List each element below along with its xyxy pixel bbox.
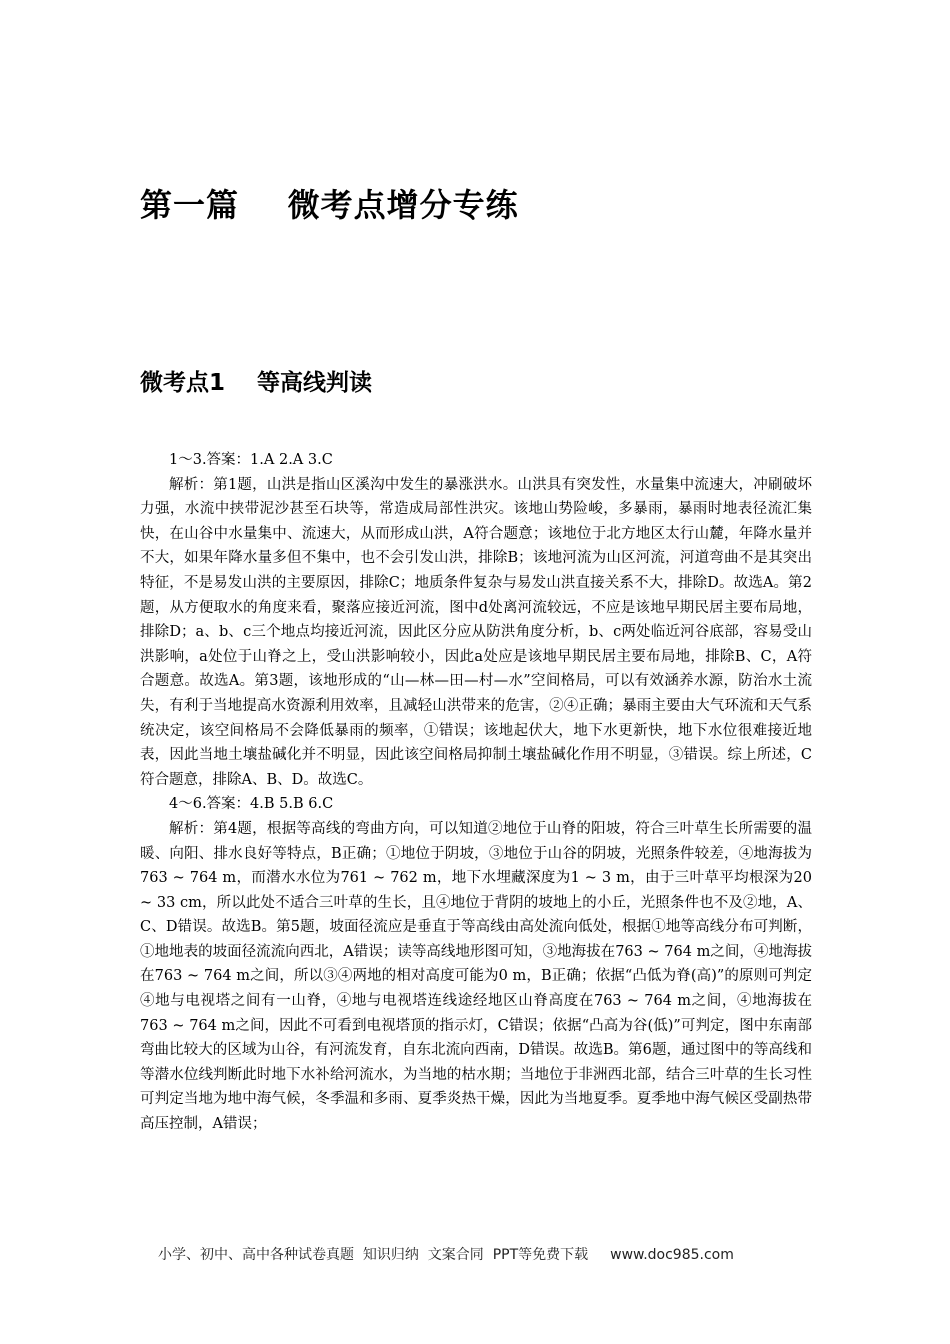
- answer-body: [140, 448, 812, 1137]
- section-title: 微考点1 等高线判读: [140, 370, 373, 396]
- footer-text: 小学、初中、高中各种试卷真题 知识归纳 文案合同 PPT等免费下载: [158, 1247, 589, 1263]
- analysis-paragraph: 解析：第4题，根据等高线的弯曲方向，可以知道②地位于山脊的阳坡，符合三叶草生长所需要的温暖、向阳、排水良好等特点，B正确；①地位于阴坡，③地位于山谷的阴坡，光照条件较差，④地海拔为763 ~ 764 m，而潜水水位为761 ~ 762 m，地下水埋藏深度为1 ~ 3 m，由于三叶草平均根深为20 ~ 33 cm，所以此处不适合三叶草的生长，且④地位于背阴的坡地上的小丘，光照条件也不及②地，A、C、D错误。故选B。第5题，坡面径流应是垂直于等高线由高处流向低处，根据①地等高线分布可判断，①地地表的坡面径流流向西北，A错误；读等高线地形图可知，③地海拔在763 ~ 764 m之间，④地海拔在763 ~ 764 m之间，所以③④两地的相对高度可能为0 m，B正确；依据“凸低为脊(高)”的原则可判定④地与电视塔之间有一山脊，④地与电视塔连线途经地区山脊高度在763 ~ 764 m之间，④地海拔在763 ~ 764 m之间，因此不可看到电视塔顶的指示灯，C错误；依据“凸高为谷(低)”可判定，图中东南部弯曲比较大的区域为山谷，有河流发育，自东北流向西南，D错误。故选B。第6题，通过图中的等高线和等潜水位线判断此时地下水补给河流水，为当地的枯水期；当地位于非洲西北部，结合三叶草的生长习性可判定当地为地中海气候，冬季温和多雨、夏季炎热干燥，因此为当地夏季。夏季地中海气候区受副热带高压控制，A错误；: [140, 820, 812, 1133]
- footer-site-link[interactable]: www.doc985.com: [610, 1247, 734, 1263]
- answer-line: 4～6.答案：4.B 5.B 6.C: [169, 796, 334, 813]
- part-title: 第一篇 微考点增分专练: [140, 186, 519, 224]
- page-footer: [158, 1244, 734, 1264]
- analysis-paragraph: 解析：第1题，山洪是指山区溪沟中发生的暴涨洪水。山洪具有突发性，水量集中流速大，冲刷破坏力强，水流中挟带泥沙甚至石块等，常造成局部性洪灾。该地山势险峻，多暴雨，暴雨时地表径流汇集快，在山谷中水量集中、流速大，从而形成山洪，A符合题意；该地位于北方地区太行山麓，年降水量并不大，如果年降水量多但不集中，也不会引发山洪，排除B；该地河流为山区河流，河道弯曲不是其突出特征，不是易发山洪的主要原因，排除C；地质条件复杂与易发山洪直接关系不大，排除D。故选A。第2题，从方便取水的角度来看，聚落应接近河流，图中d处离河流较远，不应是该地早期民居主要布局地，排除D；a、b、c三个地点均接近河流，因此区分应从防洪角度分析，b、c两处临近河谷底部，容易受山洪影响，a处位于山脊之上，受山洪影响较小，因此a处应是该地早期民居主要布局地，排除B、C，A符合题意。故选A。第3题，该地形成的“山—林—田—村—水”空间格局，可以有效涵养水源，防治水土流失，有利于当地提高水资源利用效率，且减轻山洪带来的危害，②④正确；暴雨主要由大气环流和天气系统决定，该空间格局不会降低暴雨的频率，①错误；该地起伏大，地下水更新快，地下水位很难接近地表，因此当地土壤盐碱化并不明显，因此该空间格局抑制土壤盐碱化作用不明显，③错误。综上所述，C符合题意，排除A、B、D。故选C。: [140, 476, 812, 788]
- answer-line: 1～3.答案：1.A 2.A 3.C: [169, 452, 333, 468]
